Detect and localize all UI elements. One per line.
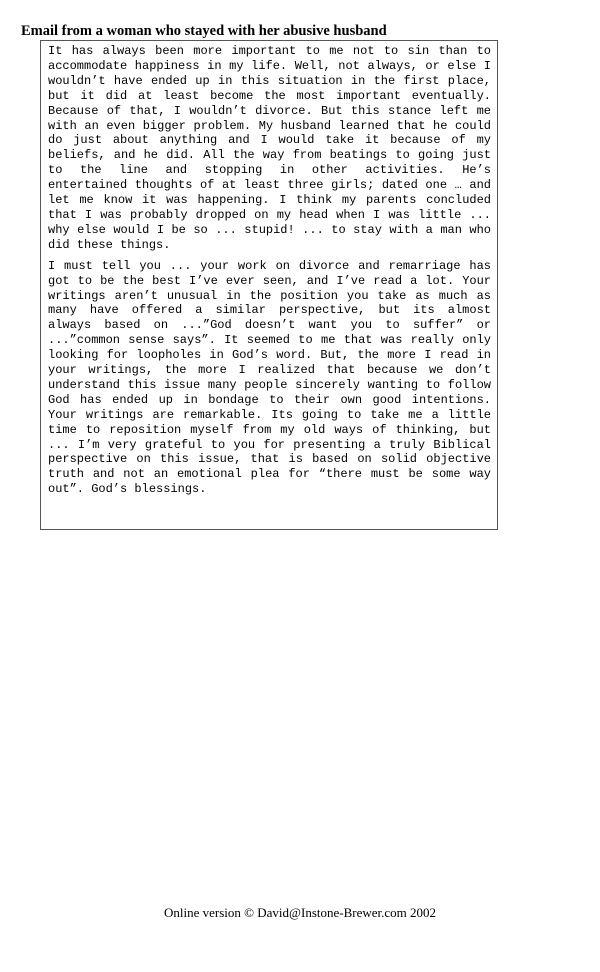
footer-copyright: Online version © David@Instone-Brewer.com 2002 (163, 905, 437, 920)
email-paragraph-2: I must tell you ... your work on divorce and remarriage has got to be the best I’ve ever seen, and I’ve read a lot. Your writings aren’t unusual in the position you take as much as many have offered a similar perspective, but its almost always based on ...”God doesn’t want you to suffer” or ...”common sense says”. It seemed to me that was really only looking for loopholes in God’s word. But, the more I read in your writings, the more I realized that because we don’t understand this issue many people sincerely wanting to follow God has ended up in bondage to their own good intentions. Your writings are remarkable. Its going to take me a little time to reposition myself from my old ways of thinking, but ... I’m very grateful to you for presenting a truly Biblical perspective on this issue, that is based on solid objective truth and not an emotional plea for “there must be some way out”. God’s blessings. (48, 258, 491, 497)
page-title: Email from a woman who stayed with her abusive husband (21, 23, 387, 39)
email-text-box (40, 40, 498, 530)
email-paragraph-1: It has always been more important to me not to sin than to accommodate happiness in my life. Well, not always, or else I wouldn’t have ended up in this situation in the first place, but it did at least become the most important eventually. Because of that, I wouldn’t divorce. But this stance left me with an even bigger problem. My husband learned that he could do just about anything and I would take it because of my beliefs, and he did. All the way from beatings to going just to the line and stopping in other activities. He’s entertained thoughts of at least three girls; dated one … and let me know it was happening. I think my parents concluded that I was probably dropped on my head when I was little ... why else would I be so ... stupid! ... to stay with a man who did these things. (48, 44, 491, 252)
